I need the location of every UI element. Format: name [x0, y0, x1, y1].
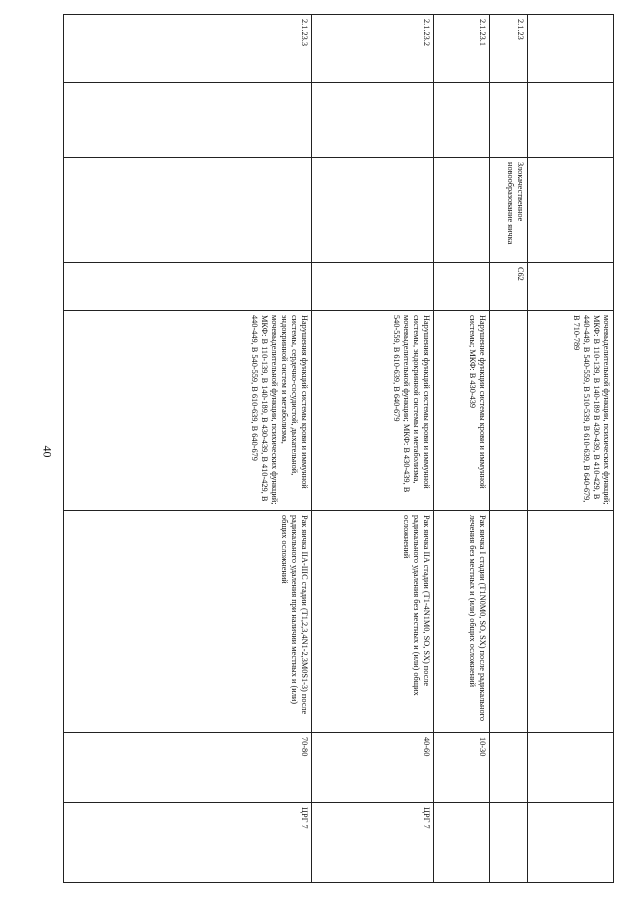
- impairments-cell: Нарушение функции системы крови и иммунной системы; МКФ: В 430-439: [434, 311, 490, 511]
- percent-cell: [490, 733, 528, 803]
- table-row: [490, 15, 528, 883]
- page-number: 40: [40, 445, 55, 458]
- profile-cell: [312, 83, 434, 158]
- percent-cell: 70-80: [64, 733, 312, 803]
- icd-code-cell: [64, 263, 312, 311]
- percent-cell: 40-60: [312, 733, 434, 803]
- icd-code-cell: [434, 263, 490, 311]
- kind-cell: ЦРГ 7: [312, 803, 434, 883]
- percent-cell: 10-30: [434, 733, 490, 803]
- clinical-characteristics-cell: Рак яичка IIA стадии (T1-4N1M0, SO, SX) после радикального удаления без местных и (или) общих осложнений: [312, 511, 434, 733]
- impairments-cell: мочевыделительной функции, психических функций; МКФ: В 110-139, В 140-189 В 430-439, В 410-429, В 440-449, В 540-559, В 510-539, В 610-639, В 640-679, В 710-789: [528, 311, 614, 511]
- row-number-cell: 2.1.23.2: [312, 15, 434, 83]
- kind-cell: [528, 803, 614, 883]
- impairments-cell: Нарушения функций системы крови и иммунной системы, сердечно-сосудистой, дыхательной, эндокринной систем и метаболизма, мочевыделительной функции, психических функций; МКФ: В 110-139, В 140-189, В 430-439, В 410-429, В 440-449, В 540-559, В 610-639, В 640-679: [64, 311, 312, 511]
- table-row: [312, 15, 434, 883]
- icd-code-cell: [528, 263, 614, 311]
- row-number-cell: 2.1.23.3: [64, 15, 312, 83]
- clinical-characteristics-cell: [490, 511, 528, 733]
- table-row: [64, 15, 312, 883]
- profile-cell: [434, 83, 490, 158]
- diagnosis-cell: [64, 158, 312, 263]
- disability-criteria-table: [63, 14, 614, 883]
- rotated-table-container: [64, 14, 614, 882]
- icd-code-cell: [312, 263, 434, 311]
- row-number-cell: 2.1.23: [490, 15, 528, 83]
- clinical-characteristics-cell: Рак яичка I стадии (T1N0M0, SO, SX) после радикального лечения без местных и (или) общих осложнений: [434, 511, 490, 733]
- kind-cell: [490, 803, 528, 883]
- profile-cell: [528, 83, 614, 158]
- kind-cell: [434, 803, 490, 883]
- row-number-cell: [528, 15, 614, 83]
- profile-cell: [490, 83, 528, 158]
- diagnosis-cell: [434, 158, 490, 263]
- row-number-cell: 2.1.23.1: [434, 15, 490, 83]
- icd-code-cell: C62: [490, 263, 528, 311]
- clinical-characteristics-cell: Рак яичка IIA-IIIC стадии (T1,2,3,4N1-2,3M0S1-3) после радикального удаления при наличии местных и (или) общих осложнений: [64, 511, 312, 733]
- diagnosis-cell: [312, 158, 434, 263]
- table-row: [528, 15, 614, 883]
- impairments-cell: [490, 311, 528, 511]
- profile-cell: [64, 83, 312, 158]
- diagnosis-cell: [528, 158, 614, 263]
- percent-cell: [528, 733, 614, 803]
- table-row: [434, 15, 490, 883]
- clinical-characteristics-cell: [528, 511, 614, 733]
- kind-cell: ЦРГ 7: [64, 803, 312, 883]
- impairments-cell: Нарушения функций системы крови и иммунной системы, эндокринной системы и метаболизма, мочевыделительной функции; МКФ: В 430-439, В 540-559, В 610-639, В 640-679: [312, 311, 434, 511]
- diagnosis-cell: Злокачественное новообразование яичка: [490, 158, 528, 263]
